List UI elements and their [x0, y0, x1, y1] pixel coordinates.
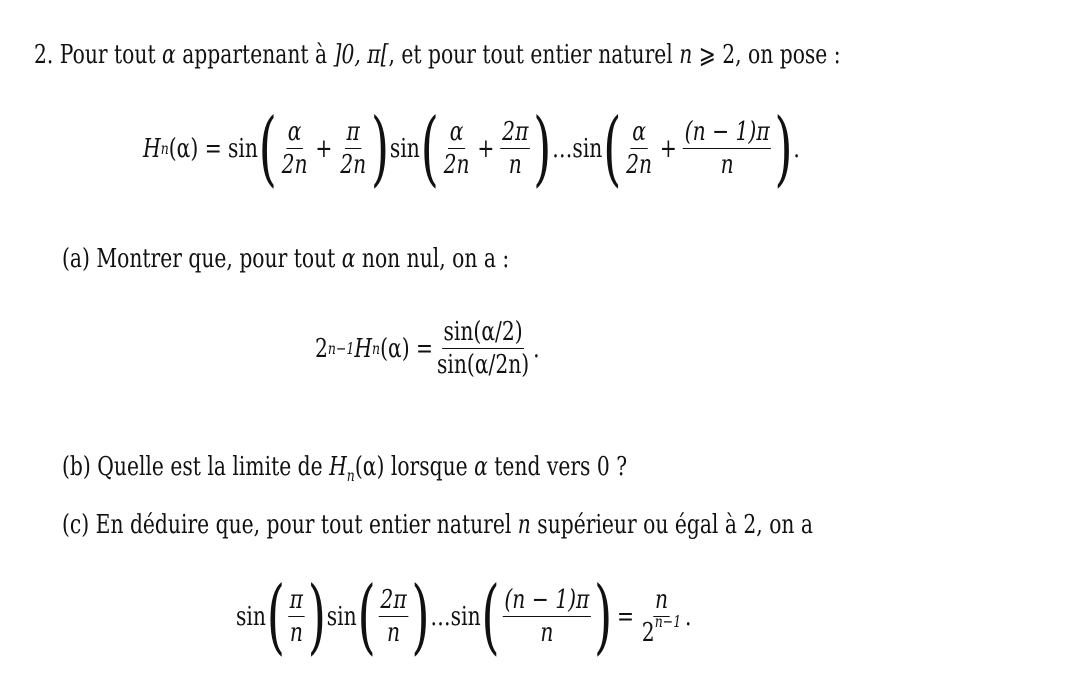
part-a-text: [62, 244, 635, 274]
intro-text-4: , on pose :: [735, 40, 841, 70]
intro-text-3: , et pour tout entier naturel: [388, 40, 673, 70]
fraction-2: $\frac{\pi}{2n}$: [340, 117, 367, 180]
period: .: [793, 133, 800, 164]
power-base: 2: [315, 333, 328, 364]
fraction-3: $\frac{\alpha}{2n}$: [443, 117, 470, 180]
equals-sign: =: [617, 601, 635, 632]
fraction-sin-ratio: $\frac{\sin(\alpha/2)}{\sin(\alpha/2n)}$: [436, 317, 530, 380]
sin-2: sin: [326, 601, 357, 632]
h-argument: (α) =: [380, 333, 434, 364]
part-a-text-2: non nul, on a :: [361, 244, 510, 274]
formula-part-a: 2 n−1 H n (α) = $\frac{\sin(\alpha/2)}{\sin(\alpha/2n)}$ .: [315, 317, 540, 380]
h-symbol: H: [329, 452, 347, 482]
n-symbol: n: [517, 510, 531, 540]
intro-text-1: Pour tout: [59, 40, 156, 70]
period: .: [685, 601, 692, 632]
fraction-6: $\frac{(n - 1)\pi}{n}$: [684, 117, 770, 180]
sin-1: sin: [227, 133, 258, 164]
fraction-5: $\frac{\alpha}{2n}$: [626, 117, 653, 180]
formula-h-definition: H n (α) = sin ( $\frac{\alpha}{2n}$ + $\frac{\pi}{2n}$ ) sin ( $\frac{\alpha}{2n}$ + $\frac{2\pi}{n}$ ) …sin ( $\frac{\alpha}{2n}$ + $\frac{(n - 1)\pi}{n}$ ) .: [143, 101, 800, 196]
part-c-text: [62, 510, 1025, 540]
dots-sin: …sin: [430, 601, 481, 632]
fraction-4: $\frac{2\pi}{n}$: [502, 117, 529, 180]
fraction-1: $\frac{\pi}{n}$: [289, 585, 304, 648]
fraction-1: $\frac{\alpha}{2n}$: [281, 117, 308, 180]
period: .: [533, 333, 540, 364]
fraction-2: $\frac{2\pi}{n}$: [380, 585, 407, 648]
part-b-text-1: Quelle est la limite de: [97, 452, 323, 482]
item-2-intro: [34, 40, 1068, 70]
h-argument: (α) =: [168, 133, 222, 164]
alpha-symbol: α: [474, 452, 488, 482]
dots-sin: …sin: [552, 133, 603, 164]
alpha-symbol: α: [162, 40, 176, 70]
h-argument: (α): [354, 452, 385, 482]
part-a-label: (a): [62, 244, 90, 274]
h-subscript: n: [346, 466, 355, 486]
fraction-result: $\frac{n}{2^{n-1}}$: [641, 585, 682, 648]
geq-2: ⩾ 2: [698, 40, 736, 70]
part-b-label: (b): [62, 452, 91, 482]
sin-1: sin: [236, 601, 266, 632]
sin-2: sin: [389, 133, 420, 164]
item-number: 2.: [34, 40, 54, 70]
h-symbol: H: [143, 133, 161, 164]
part-a-text-1: Montrer que, pour tout: [96, 244, 336, 274]
part-b-text-2: lorsque: [390, 452, 468, 482]
part-c-text-2: supérieur ou égal à 2, on a: [537, 510, 814, 540]
part-b-text-3: tend vers 0 ?: [494, 452, 628, 482]
fraction-3: $\frac{(n - 1)\pi}{n}$: [504, 585, 590, 648]
n-symbol: n: [679, 40, 693, 70]
part-c-text-1: En déduire que, pour tout entier naturel: [95, 510, 512, 540]
alpha-symbol: α: [341, 244, 356, 274]
part-c-label: (c): [62, 510, 90, 540]
formula-final-product: sin ( $\frac{\pi}{n}$ ) sin ( $\frac{2\pi}{n}$ ) …sin ( $\frac{(n - 1)\pi}{n}$ ) = $\frac{n}{2^{n-1}}$ .: [236, 569, 692, 664]
intro-text-2: appartenant à: [182, 40, 328, 70]
interval: ]0, π[: [333, 40, 389, 70]
part-b-text: [62, 452, 787, 486]
h-symbol: H: [354, 333, 373, 364]
